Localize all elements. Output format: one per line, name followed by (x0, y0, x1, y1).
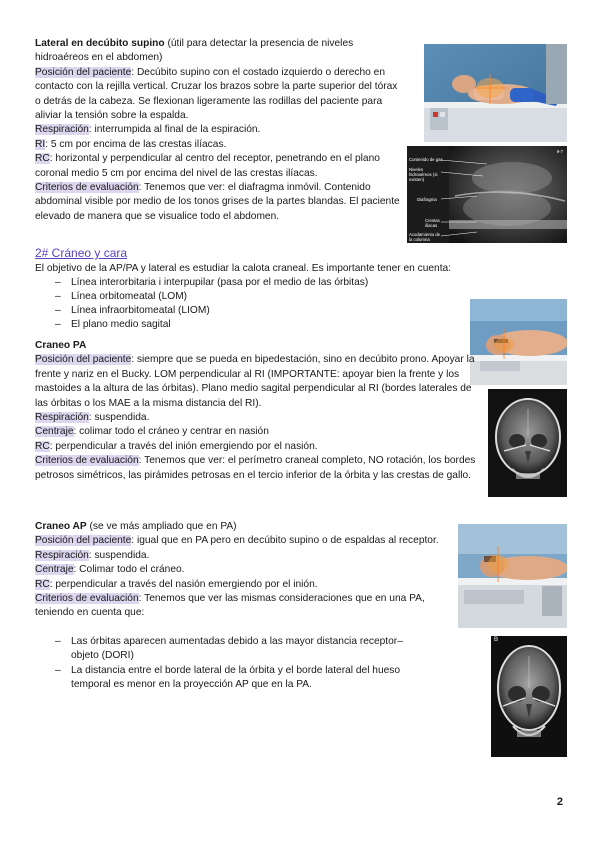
xray1-label-crests: Crestas ilíacas (425, 218, 440, 228)
craneo-pa-rc-label: RC (35, 440, 50, 452)
section-heading-craneo: 2# Cráneo y cara (35, 246, 128, 260)
craneo-ap-rc-label: RC (35, 578, 50, 590)
bullet-text: El plano medio sagital (71, 319, 171, 330)
lateral-pos-label: Posición del paciente (35, 66, 132, 78)
craneo-pa-cent-text: : colimar todo el cráneo y centrar en nasión (73, 426, 269, 438)
craneo-ap-patient-photo (458, 524, 567, 628)
craneo-ap-block (35, 520, 447, 621)
craneo-ap-resp-text: : suspendida. (88, 549, 150, 561)
lateral-title-note: (útil para detectar la presencia de niveles hidroaéreos en el abdomen) (35, 38, 354, 64)
xray1-label-diaphragm: Diafragma (417, 197, 437, 202)
craneo-pa-xray-image (488, 389, 567, 497)
craneo-ap-pos-text: : igual que en PA pero en decúbito supino o de espaldas al receptor. (131, 535, 439, 547)
section2-intro: El objetivo de la AP/PA y lateral es estudiar la calota craneal. Es importante tener en cuenta: (35, 263, 452, 274)
xray1-label-gas: Contenido de gas (409, 157, 443, 162)
list-item: – La distancia entre el borde lateral de la órbita y el borde lateral del hueso temporal es menor en la proyección AP que en la PA. (55, 664, 435, 693)
craneo-pa-resp-label: Respiración (35, 412, 89, 424)
page-number: 2 (556, 796, 563, 808)
craneo-pa-crit-text: : Tenemos que ver: el perímetro craneal completo, NO rotación, los bordes petrosos simétricos, las pirámides petrosas en el tercio inferior de la órbita y las crestas de gallo. (35, 455, 476, 481)
lateral-block (35, 37, 403, 224)
lateral-crit-text: : Tenemos que ver: el diafragma inmóvil. Contenido abdominal visible por medio de los tonos grises de la partes blandas. El paciente elevado de manera que se visualice todo el abdomen. (35, 182, 400, 222)
xray1-label-column: Acodamiento de la columna (409, 232, 441, 242)
craneo-ap-pos-label: Posición del paciente (35, 535, 132, 547)
xray1-label-levels: Niveles hidroaéreos (si existen) (409, 167, 438, 182)
craneo-pa-pos-text: : siempre que se pueda en bipedestación, sino en decúbito prono. Apoyar la frente y nariz en el Bucky. LOM perpendicular al RI (IMPORTANTE: apoyar bien la frente y los mastoides a la altura de las órbitas). Plano medio sagital perpendicular al RI (bordes laterales de las órbitas o los MAE a la misma distancia del RI). (35, 354, 475, 409)
lateral-resp-label: Respiración (35, 124, 89, 136)
craneo-ap-rc-text: : perpendicular a través del nasión emergiendo por el inión. (49, 578, 318, 590)
xray1-corner-label: 9-7 (556, 149, 563, 154)
list-item: – Las órbitas aparecen aumentadas debido a las mayor distancia receptor–objeto (DORI) (55, 635, 427, 664)
craneo-ap-title: Craneo AP (35, 521, 87, 532)
lateral-pos-text: : Decúbito supino con el costado izquierdo o derecho en contacto con la rejilla vertical. Cruzar los brazos sobre la parte superior del tórax o detrás de la cabeza. Se flexionan ligeramente las rodillas del paciente para aliviar la tensión sobre la espalda. (35, 66, 398, 122)
lateral-title: Lateral en decúbito supino (35, 38, 165, 49)
craneo-pa-rc-text: : perpendicular a través del inión emergiendo por el nasión. (49, 440, 318, 452)
craneo-pa-cent-label: Centraje (35, 426, 74, 438)
craneo-ap-xray-image (491, 636, 567, 757)
bullet-text: Las órbitas aparecen aumentadas debido a las mayor distancia receptor–objeto (DORI) (71, 636, 403, 662)
lateral-crit-label: Criterios de evaluación (35, 182, 139, 194)
bullet-text: Línea infraorbitomeatal (LIOM) (71, 305, 210, 316)
lateral-rc-text: : horizontal y perpendicular al centro del receptor, penetrando en el plano coronal medio 5 cm por encima del nivel de las crestas ilíacas. (35, 153, 380, 179)
craneo-ap-crit-label: Criterios de evaluación (35, 593, 139, 605)
craneo-ap-resp-label: Respiración (35, 549, 89, 561)
craneo-ap-crit-text: : Tenemos que ver las mismas consideraciones que en una PA, teniendo en cuenta que: (35, 593, 425, 619)
craneo-pa-title: Craneo PA (35, 340, 87, 351)
craneo-ap-cent-label: Centraje (35, 564, 74, 576)
craneo-ap-cent-text: : Colimar todo el cráneo. (73, 564, 185, 576)
lateral-rc-label: RC (35, 153, 50, 165)
bullet-text: Línea interorbitaria i interpupilar (pasa por el medio de las órbitas) (71, 277, 369, 288)
bullet-text: Línea orbitomeatal (LOM) (71, 291, 188, 302)
craneo-pa-block (35, 339, 476, 483)
lateral-ri-text: : 5 cm por encima de las crestas ilíacas. (45, 138, 227, 150)
lateral-resp-text: : interrumpida al final de la espiración. (88, 124, 261, 136)
xray-ap-corner-label: B (494, 637, 499, 643)
craneo-pa-crit-label: Criterios de evaluación (35, 455, 139, 467)
lateral-patient-photo (424, 44, 567, 142)
bullet-text: La distancia entre el borde lateral de la órbita y el borde lateral del hueso temporal es menor en la proyección AP que en la PA. (71, 665, 401, 691)
craneo-pa-patient-photo (470, 299, 567, 385)
lateral-ri-label: RI (35, 138, 46, 150)
craneo-pa-pos-label: Posición del paciente (35, 354, 132, 366)
craneo-ap-title-note: (se ve más ampliado que en PA) (86, 521, 237, 532)
lateral-xray-image (407, 146, 567, 243)
craneo-pa-resp-text: : suspendida. (88, 412, 150, 424)
